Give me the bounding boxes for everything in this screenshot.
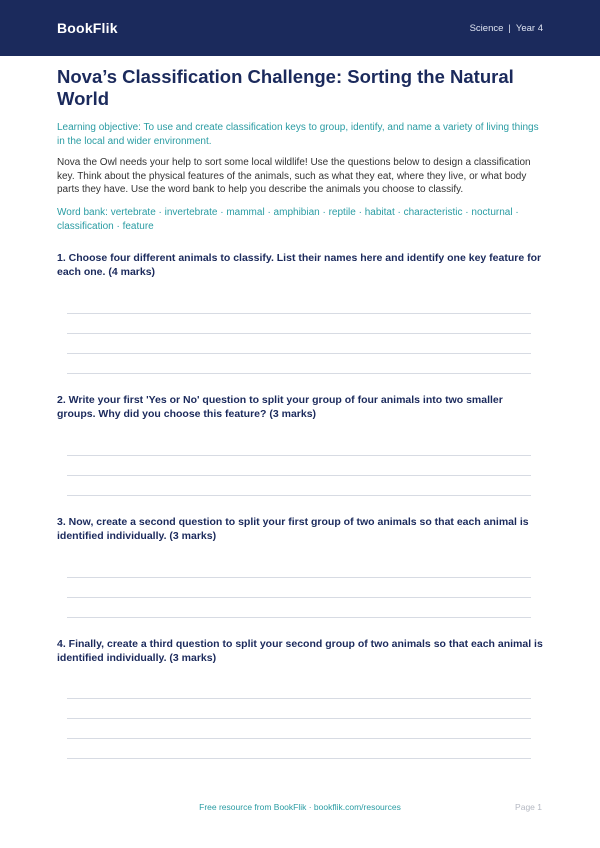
subject-year-label bbox=[470, 23, 543, 34]
answer-line[interactable] bbox=[67, 475, 531, 476]
answer-line[interactable] bbox=[67, 495, 531, 496]
learning-objective: Learning objective: To use and create classification keys to group, identify, and name a variety of living things in the local and wider environment. bbox=[57, 122, 539, 147]
answer-line[interactable] bbox=[67, 373, 531, 374]
question-1: 1. Choose four different animals to classify. List their names here and identify one key feature for each one. (4 marks) bbox=[57, 252, 542, 278]
brand-logo[interactable]: BookFlik bbox=[57, 20, 118, 36]
answer-line[interactable] bbox=[67, 597, 531, 598]
question-4: 4. Finally, create a third question to split your second group of two animals so that each animal is identified individually. (3 marks) bbox=[57, 638, 543, 664]
answer-line[interactable] bbox=[67, 758, 531, 759]
intro-paragraph: Nova the Owl needs your help to sort some local wildlife! Use the questions below to design a classification key. Think about the physical features of the animals, such as what they eat, where they live, or what body parts they have. Use the word bank to help you describe the animals you choose to classify. bbox=[57, 157, 531, 195]
page-title: Nova’s Classification Challenge: Sorting the Natural World bbox=[57, 66, 514, 109]
question-2: 2. Write your first 'Yes or No' question to split your group of four animals into two smaller groups. Why did you choose this feature? (3 marks) bbox=[57, 394, 503, 420]
header-bar bbox=[0, 0, 600, 56]
word-bank: Word bank: vertebrate · invertebrate · mammal · amphibian · reptile · habitat · characteristic · nocturnal · classification · feature bbox=[57, 207, 519, 232]
answer-line[interactable] bbox=[67, 313, 531, 314]
answer-line[interactable] bbox=[67, 577, 531, 578]
answer-line[interactable] bbox=[67, 455, 531, 456]
meta-separator: | bbox=[508, 22, 511, 34]
answer-line[interactable] bbox=[67, 333, 531, 334]
footer-link[interactable]: Free resource from BookFlik · bookflik.com/resources bbox=[199, 802, 401, 812]
answer-line[interactable] bbox=[67, 698, 531, 699]
subject-label: Science bbox=[469, 22, 504, 34]
answer-line[interactable] bbox=[67, 353, 531, 354]
page-number: Page 1 bbox=[515, 802, 542, 812]
answer-line[interactable] bbox=[67, 738, 531, 739]
answer-line[interactable] bbox=[67, 718, 531, 719]
year-label: Year 4 bbox=[515, 22, 543, 34]
answer-line[interactable] bbox=[67, 617, 531, 618]
question-3: 3. Now, create a second question to split your first group of two animals so that each animal is identified individually. (3 marks) bbox=[57, 516, 529, 542]
